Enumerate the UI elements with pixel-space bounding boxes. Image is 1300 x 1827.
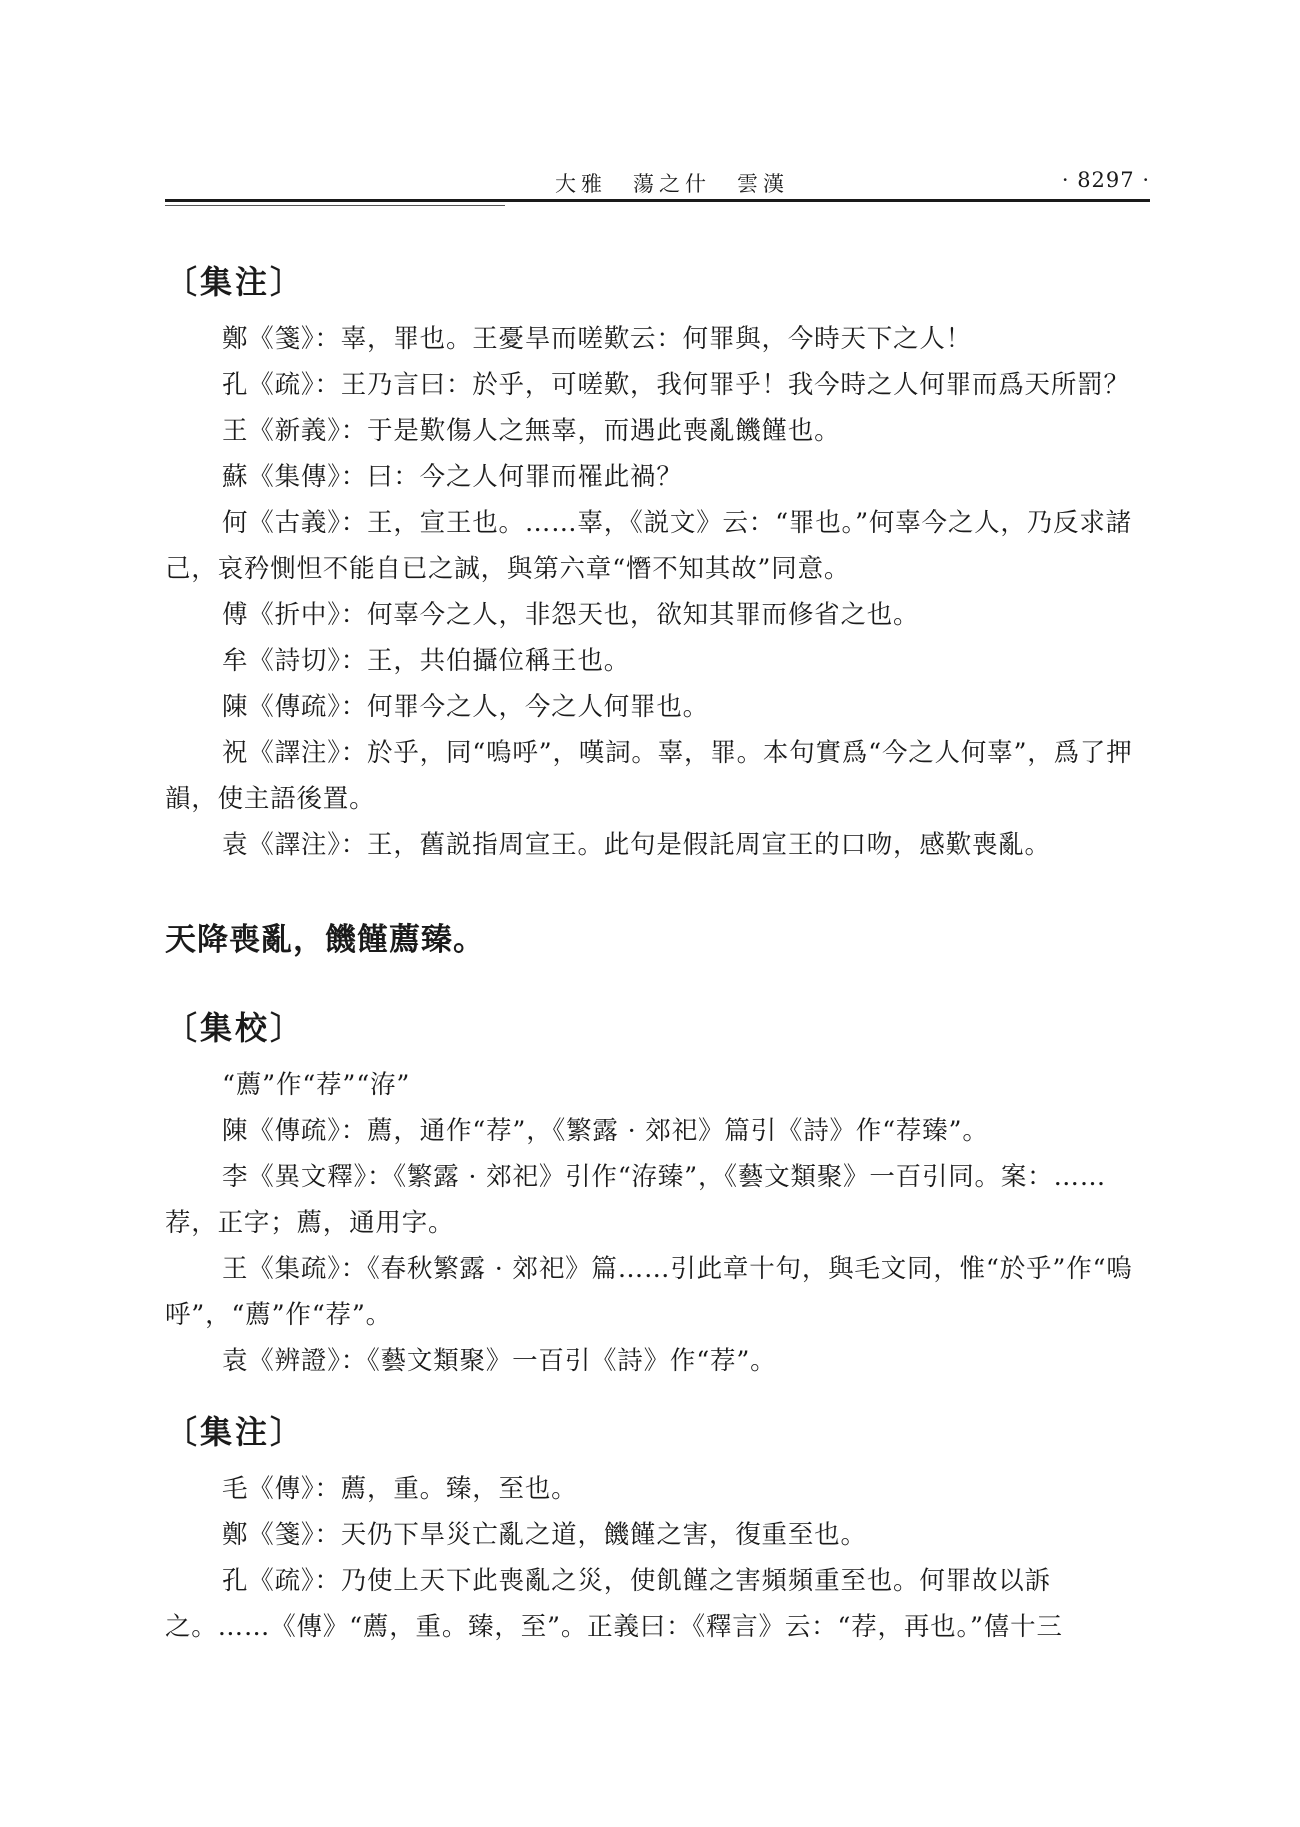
annotation-paragraph: 牟《詩切》：王，共伯攝位稱王也。 bbox=[222, 646, 631, 676]
annotation-paragraph: 孔《疏》：王乃言曰：於乎，可嗟歎，我何罪乎！我今時之人何罪而爲天所罰？ bbox=[222, 370, 1130, 400]
section-heading-jijiao: 〔集校〕 bbox=[165, 1009, 306, 1047]
annotation-paragraph: 陳《傳疏》：何罪今之人，今之人何罪也。 bbox=[222, 692, 709, 722]
page-body bbox=[165, 262, 1150, 1650]
running-title: 大雅 蕩之什 雲漢 bbox=[555, 172, 789, 196]
page-number: · 8297 · bbox=[1061, 168, 1150, 192]
collation-paragraph: 王《集疏》：《春秋繁露 · 郊祀》篇……引此章十句，與毛文同，惟“於乎”作“嗚呼”，“薦”作“荐”。 bbox=[165, 1254, 1133, 1330]
collation-paragraph: 李《異文釋》：《繁露 · 郊祀》引作“洊臻”，《藝文類聚》一百引同。案：……荐，正字；薦，通用字。 bbox=[165, 1162, 1107, 1238]
annotation-paragraph: 蘇《集傳》：曰：今之人何罪而罹此禍？ bbox=[222, 462, 683, 492]
annotation-paragraph: 傅《折中》：何辜今之人，非怨天也，欲知其罪而修省之也。 bbox=[222, 600, 920, 630]
collation-paragraph: 陳《傳疏》：薦，通作“荐”，《繁露 · 郊祀》篇引《詩》作“荐臻”。 bbox=[222, 1116, 989, 1146]
annotation-paragraph: 鄭《箋》：天仍下旱災亡亂之道，饑饉之害，復重至也。 bbox=[222, 1520, 867, 1550]
annotation-paragraph: 王《新義》：于是歎傷人之無辜，而遇此喪亂饑饉也。 bbox=[222, 416, 841, 446]
annotation-paragraph: 祝《譯注》：於乎，同“嗚呼”，嘆詞。辜，罪。本句實爲“今之人何辜”，爲了押韻，使主語後置。 bbox=[165, 738, 1133, 814]
collation-paragraph: 袁《辨證》：《藝文類聚》一百引《詩》作“荐”。 bbox=[222, 1346, 777, 1376]
annotation-paragraph: 鄭《箋》：辜，罪也。王憂旱而嗟歎云：何罪與，今時天下之人！ bbox=[222, 324, 972, 354]
annotation-paragraph: 袁《譯注》：王，舊説指周宣王。此句是假託周宣王的口吻，感歎喪亂。 bbox=[222, 830, 1051, 860]
annotation-paragraph: 毛《傳》：薦，重。臻，至也。 bbox=[222, 1474, 578, 1504]
header-rule bbox=[165, 199, 1150, 202]
section-heading-jizhu: 〔集注〕 bbox=[165, 263, 306, 301]
section-heading-jizhu-2: 〔集注〕 bbox=[165, 1413, 306, 1451]
poem-verse-line: 天降喪亂，饑饉薦臻。 bbox=[165, 922, 485, 958]
annotation-paragraph: 孔《疏》：乃使上天下此喪亂之災，使飢饉之害頻頻重至也。何罪故以訴之。……《傳》“薦，重。臻，至”。正義曰：《釋言》云：“荐，再也。”僖十三 bbox=[165, 1566, 1063, 1642]
annotation-paragraph: 何《古義》：王，宣王也。……辜，《説文》云：“罪也。”何辜今之人，乃反求諸己，哀矜惻怛不能自已之誠，與第六章“憯不知其故”同意。 bbox=[165, 508, 1132, 584]
collation-paragraph: “薦”作“荐”“洊” bbox=[222, 1070, 411, 1100]
running-header bbox=[165, 160, 1150, 200]
header-rule-thin bbox=[165, 205, 505, 206]
